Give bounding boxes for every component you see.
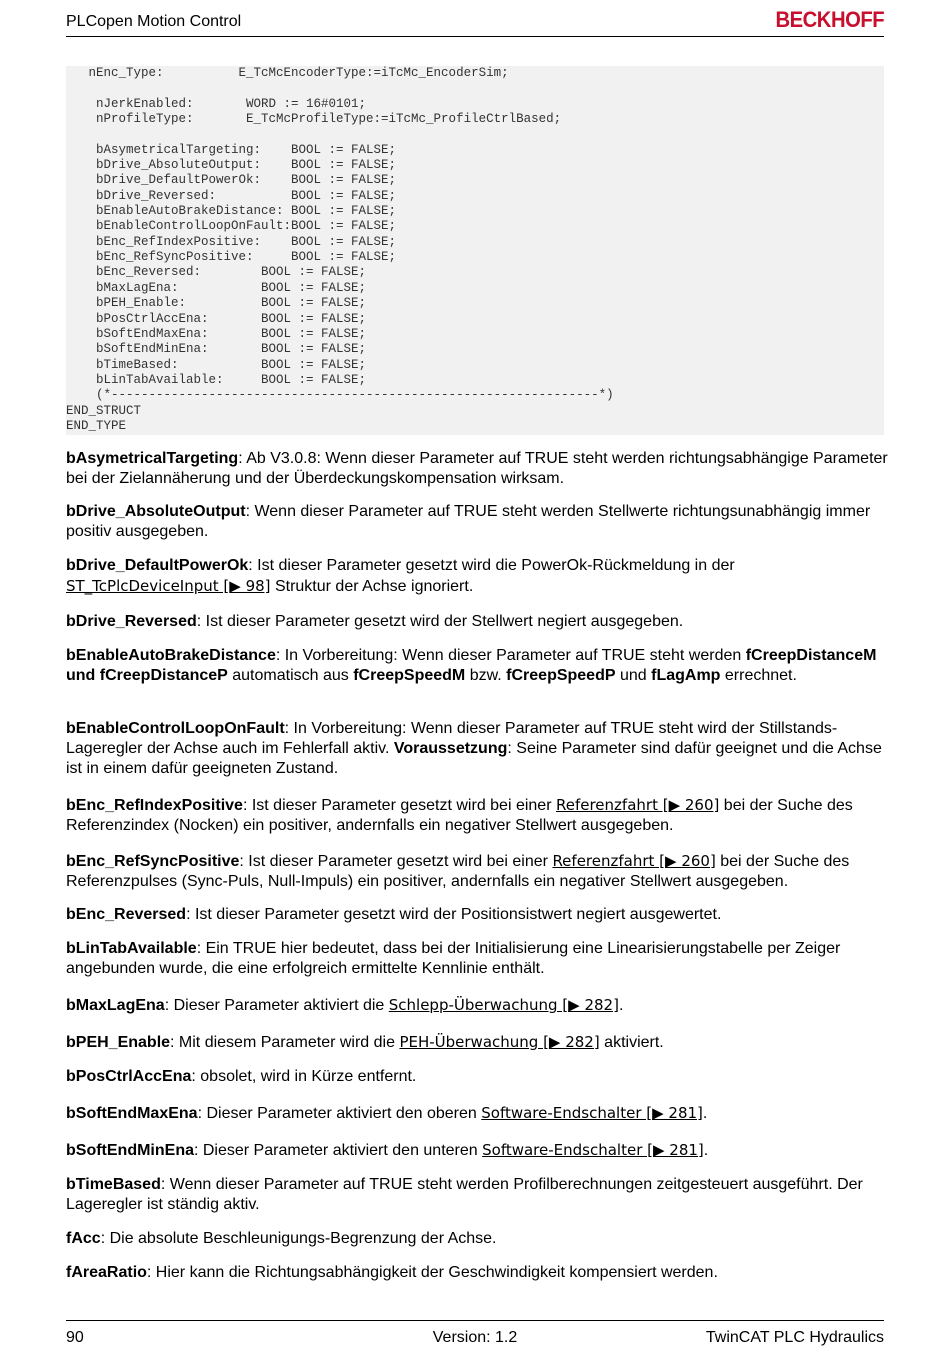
parameter-name: bPEH_Enable xyxy=(66,1034,171,1051)
parameter-name: bSoftEndMinEna xyxy=(66,1142,194,1159)
description-text: . xyxy=(703,1142,709,1159)
code-line: bTimeBased: BOOL := FALSE; xyxy=(66,357,367,372)
parameter-name: bEnableControlLoopOnFault xyxy=(66,720,285,737)
description-text: bei der Suche des Referenzindex (Nocken) ein positiver, andernfalls ein negativer Stellwert ausgegeben. xyxy=(66,797,853,834)
description-text: : Wenn dieser Parameter auf TRUE steht werden Stellwerte richtungsunabhängig immer positiv ausgegeben. xyxy=(66,503,871,540)
description-text: : Ist dieser Parameter gesetzt wird der Stellwert negiert ausgegeben. xyxy=(196,613,684,630)
document-title: PLCopen Motion Control xyxy=(66,13,242,30)
code-line: bDrive_DefaultPowerOk: BOOL := FALSE; xyxy=(66,173,397,188)
code-line: bEnableControlLoopOnFault:BOOL := FALSE; xyxy=(66,219,397,234)
parameter-name: fCreepSpeedP xyxy=(506,667,616,684)
description-text: : obsolet, wird in Kürze entfernt. xyxy=(191,1068,417,1085)
parameter-name: bAsymetricalTargeting xyxy=(66,450,239,467)
description-text: automatisch aus xyxy=(227,667,354,684)
description-text: : Dieser Parameter aktiviert den unteren xyxy=(193,1142,483,1159)
parameter-name: bTimeBased xyxy=(66,1176,161,1193)
description-text: : Ist dieser Parameter gesetzt wird der Positionsistwert negiert ausgewertet. xyxy=(186,906,722,923)
description-text: : Wenn dieser Parameter auf TRUE steht werden Profilberechnungen zeitgesteuert ausgeführt. Der Lageregler ist ständig aktiv. xyxy=(66,1176,863,1213)
parameter-name: fCreepDistanceM und fCreepDistanceP xyxy=(66,647,877,684)
description-text: : Ein TRUE hier bedeutet, dass bei der Initialisierung eine Linearisierungstabelle per Zeiger angebunden wurde, die eine erfolgreich ermittelte Kennlinie enthält. xyxy=(66,940,841,977)
parameter-description xyxy=(66,995,888,1016)
parameter-description xyxy=(66,646,888,686)
parameter-name: bLinTabAvailable xyxy=(66,940,197,957)
code-line: bPosCtrlAccEna: BOOL := FALSE; xyxy=(66,311,367,326)
description-text: : Ist dieser Parameter gesetzt wird bei einer xyxy=(239,853,553,870)
cross-reference-link[interactable]: Software-Endschalter [▶ 281] xyxy=(481,1104,703,1122)
code-line xyxy=(66,81,884,96)
parameter-description xyxy=(66,1140,888,1161)
code-line: nEnc_Type: E_TcMcEncoderType:=iTcMc_EncoderSim; xyxy=(66,66,509,80)
page-number: 90 xyxy=(66,1329,84,1346)
beckhoff-logo: BECKHOFF xyxy=(775,7,884,32)
description-text: : Ist dieser Parameter gesetzt wird bei einer xyxy=(242,797,556,814)
code-block xyxy=(66,66,884,435)
description-text: : Die absolute Beschleunigungs-Begrenzung der Achse. xyxy=(100,1230,497,1247)
parameter-name: bMaxLagEna xyxy=(66,997,165,1014)
parameter-name: fAreaRatio xyxy=(66,1264,147,1281)
description-text: : Seine Parameter sind dafür geeignet und die Achse ist in einem dafür geeigneten Zustand. xyxy=(66,740,882,777)
description-text: : Mit diesem Parameter wird die xyxy=(170,1034,400,1051)
description-text: Struktur der Achse ignoriert. xyxy=(270,578,474,595)
code-line: (*-----------------------------------------------------------------*) xyxy=(66,388,614,403)
product-name: TwinCAT PLC Hydraulics xyxy=(705,1329,884,1346)
cross-reference-link[interactable]: Schlepp-Überwachung [▶ 282] xyxy=(388,996,619,1014)
cross-reference-link[interactable]: Referenzfahrt [▶ 260] xyxy=(555,796,720,814)
parameter-name: bDrive_AbsoluteOutput xyxy=(66,503,246,520)
code-line: nProfileType: E_TcMcProfileType:=iTcMc_ProfileCtrlBased; xyxy=(66,112,562,127)
cross-reference-link[interactable]: Software-Endschalter [▶ 281] xyxy=(482,1141,704,1159)
parameter-description xyxy=(66,1032,888,1053)
code-line: bLinTabAvailable: BOOL := FALSE; xyxy=(66,372,367,387)
parameter-description xyxy=(66,795,888,836)
description-text: : Ist dieser Parameter gesetzt wird die PowerOk-Rückmeldung in der xyxy=(248,557,735,574)
page-footer xyxy=(66,1320,884,1351)
page-header xyxy=(66,8,884,37)
cross-reference-link[interactable]: Referenzfahrt [▶ 260] xyxy=(552,852,716,870)
parameter-name: bEnc_RefIndexPositive xyxy=(66,797,243,814)
parameter-name: bSoftEndMaxEna xyxy=(66,1105,198,1122)
code-line: nJerkEnabled: WORD := 16#0101; xyxy=(66,96,367,111)
parameter-description xyxy=(66,939,888,979)
parameter-description xyxy=(66,719,888,779)
parameter-description xyxy=(66,1263,888,1283)
version-label: Version: 1.2 xyxy=(432,1329,518,1346)
description-text: : Hier kann die Richtungsabhängigkeit der Geschwindigkeit kompensiert werden. xyxy=(146,1264,718,1281)
description-text: errechnet. xyxy=(720,667,797,684)
description-text: : Dieser Parameter aktiviert die xyxy=(164,997,389,1014)
description-text: : In Vorbereitung: Wenn dieser Parameter auf TRUE steht werden xyxy=(275,647,746,664)
code-line: bEnableAutoBrakeDistance: BOOL := FALSE; xyxy=(66,204,397,219)
parameter-description xyxy=(66,851,888,892)
parameter-name: bEnc_Reversed xyxy=(66,906,187,923)
parameter-description xyxy=(66,556,888,597)
description-text: bei der Suche des Referenzpulses (Sync-Puls, Null-Impuls) ein positiver, andernfalls ein negativer Stellwert ausgegeben. xyxy=(66,853,850,890)
parameter-description xyxy=(66,905,888,925)
description-text: und xyxy=(615,667,652,684)
parameter-description xyxy=(66,612,888,632)
parameter-name: Voraussetzung xyxy=(393,740,508,757)
description-text: : In Vorbereitung: Wenn dieser Parameter auf TRUE steht wird der Stillstands-Lageregler der Achse auch im Fehlerfall aktiv. xyxy=(66,720,838,757)
parameter-name: bDrive_DefaultPowerOk xyxy=(66,557,249,574)
code-line: bMaxLagEna: BOOL := FALSE; xyxy=(66,280,367,295)
code-line: bEnc_Reversed: BOOL := FALSE; xyxy=(66,265,367,280)
code-line xyxy=(66,127,884,142)
parameter-name: fLagAmp xyxy=(651,667,721,684)
description-text: bzw. xyxy=(465,667,507,684)
parameter-description xyxy=(66,1229,888,1249)
code-line: bEnc_RefSyncPositive: BOOL := FALSE; xyxy=(66,250,397,265)
code-line: bPEH_Enable: BOOL := FALSE; xyxy=(66,296,367,311)
code-line: END_TYPE xyxy=(66,418,127,433)
code-line: END_STRUCT xyxy=(66,403,142,418)
parameter-name: bPosCtrlAccEna xyxy=(66,1068,192,1085)
parameter-name: bEnc_RefSyncPositive xyxy=(66,853,240,870)
parameter-name: bDrive_Reversed xyxy=(66,613,197,630)
code-line: bSoftEndMinEna: BOOL := FALSE; xyxy=(66,342,367,357)
code-line: bDrive_AbsoluteOutput: BOOL := FALSE; xyxy=(66,158,397,173)
parameter-description xyxy=(66,449,888,489)
parameter-name: fCreepSpeedM xyxy=(353,667,466,684)
parameter-description xyxy=(66,1067,888,1087)
code-line: bAsymetricalTargeting: BOOL := FALSE; xyxy=(66,142,397,157)
description-text: : Dieser Parameter aktiviert den oberen xyxy=(197,1105,482,1122)
code-line: bSoftEndMaxEna: BOOL := FALSE; xyxy=(66,326,367,341)
code-line: bDrive_Reversed: BOOL := FALSE; xyxy=(66,188,397,203)
description-text: . xyxy=(618,997,624,1014)
parameter-name: bEnableAutoBrakeDistance xyxy=(66,647,276,664)
parameter-description xyxy=(66,1175,888,1215)
description-text: . xyxy=(702,1105,708,1122)
description-text: aktiviert. xyxy=(599,1034,664,1051)
parameter-description xyxy=(66,502,888,542)
description-text: : Ab V3.0.8: Wenn dieser Parameter auf TRUE steht werden richtungsabhängige Parameter bei der Zielannäherung und der Überdeckungskompensation wirksam. xyxy=(66,450,888,487)
parameter-name: fAcc xyxy=(66,1230,101,1247)
code-line: bEnc_RefIndexPositive: BOOL := FALSE; xyxy=(66,234,397,249)
cross-reference-link[interactable]: ST_TcPlcDeviceInput [▶ 98] xyxy=(66,577,271,595)
parameter-description xyxy=(66,1103,888,1124)
cross-reference-link[interactable]: PEH-Überwachung [▶ 282] xyxy=(399,1033,600,1051)
